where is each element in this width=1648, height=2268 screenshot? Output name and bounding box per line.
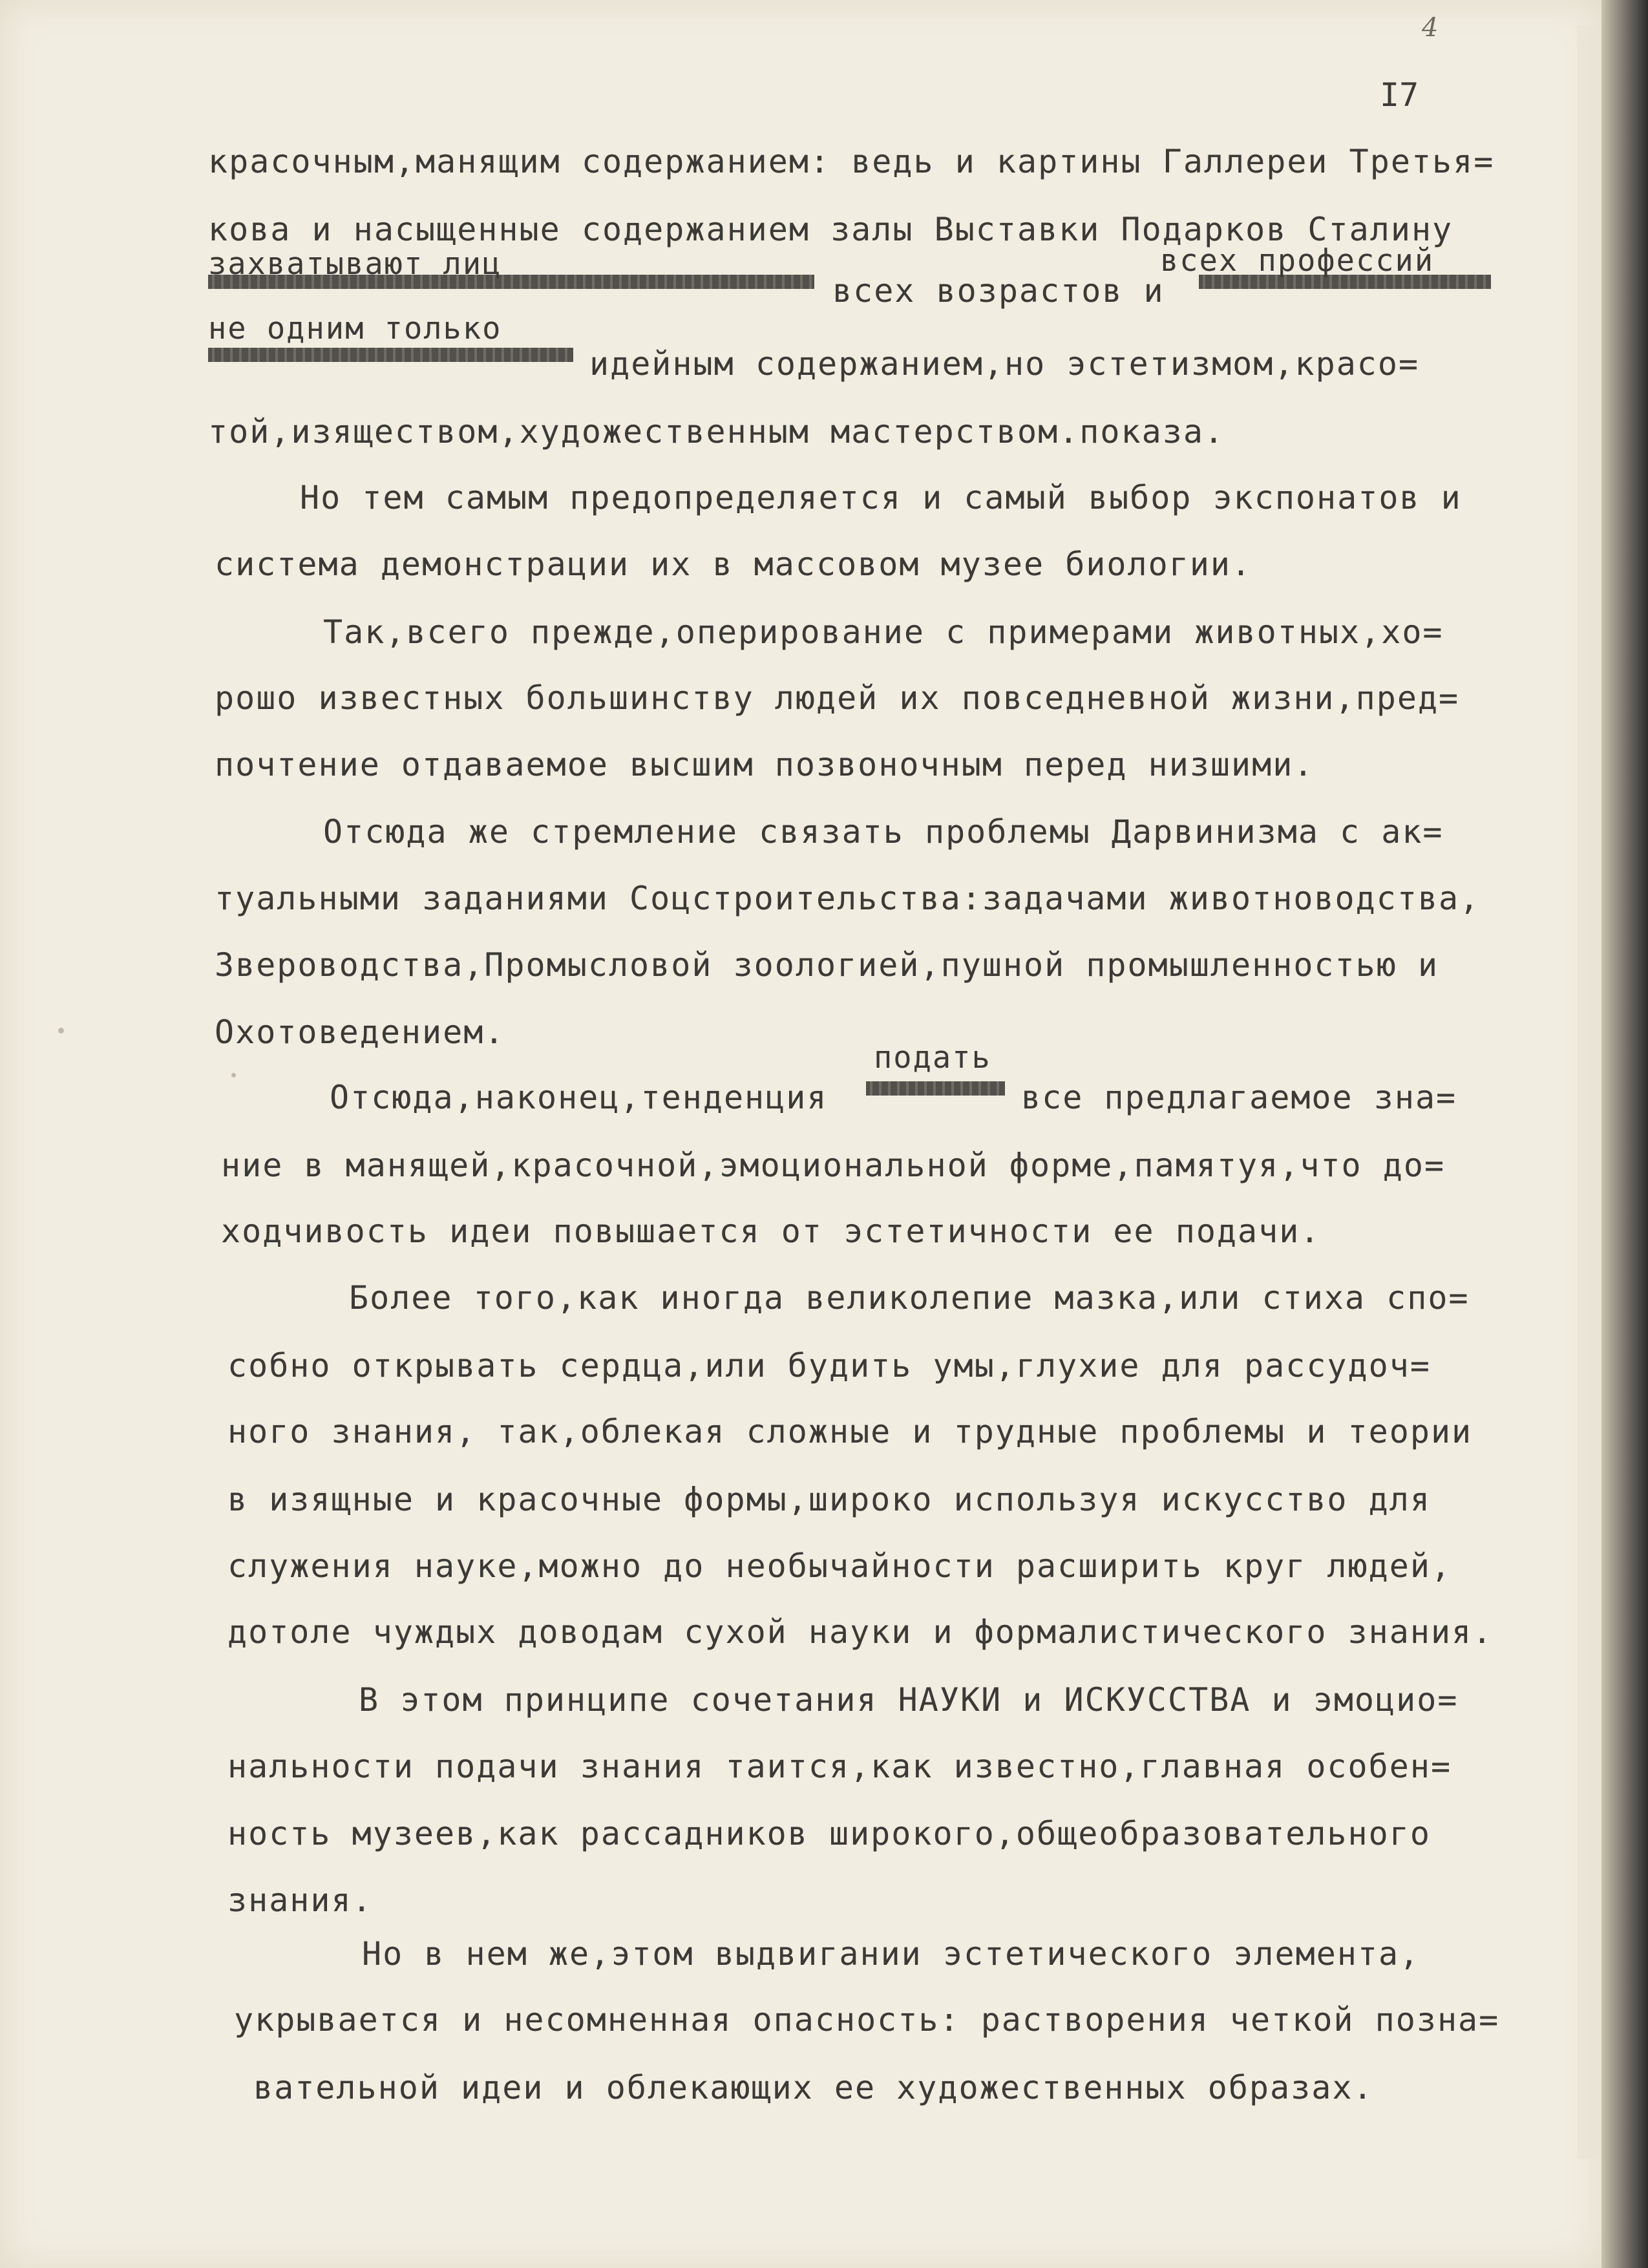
page-number: I7 (1380, 76, 1419, 114)
text-line: собно открывать сердца,или будить умы,глухие для рассудоч= (227, 1347, 1431, 1384)
text-line: ность музеев,как рассадников широкого,общеобразовательного (227, 1815, 1431, 1852)
text-line: почтение отдаваемое высшим позвоночным перед низшими. (215, 746, 1315, 783)
text-line: рошо известных большинству людей их повседневной жизни,пред= (215, 679, 1460, 717)
text-line: всех возрастов и (832, 272, 1165, 310)
text-line: той,изяществом,художественным мастерством.показа. (208, 413, 1225, 450)
text-line: В этом принципе сочетания НАУКИ и ИСКУССТВА и эмоцио= (359, 1681, 1459, 1719)
text-line: Охотоведением. (215, 1013, 505, 1051)
text-line: Но в нем же,этом выдвигании эстетического элемента, (362, 1935, 1421, 1973)
text-line: знания. (227, 1881, 373, 1919)
text-line: идейным содержанием,но эстетизмом,красо= (589, 345, 1420, 383)
paper-speck (231, 1073, 236, 1077)
text-line: кова и насыщенные содержанием залы Выставки Подарков Сталину (208, 211, 1453, 248)
interlinear-insertion: захватывают лиц (208, 246, 502, 282)
text-line: служения науке,можно до необычайности расширить круг людей, (227, 1547, 1452, 1585)
text-line: Так,всего прежде,оперирование с примерами животных,хо= (323, 613, 1444, 651)
text-line: нальности подачи знания таится,как известно,главная особен= (227, 1748, 1452, 1785)
corner-handwritten-mark: 4 (1422, 13, 1439, 43)
text-line: вательной идеи и облекающих ее художественных образах. (253, 2069, 1374, 2106)
text-line: все предлагаемое зна= (1021, 1079, 1457, 1116)
text-line: красочным,манящим содержанием: ведь и картины Галлереи Третья= (208, 143, 1495, 180)
text-line: Более того,как иногда великолепие мазка,или стиха спо= (349, 1279, 1470, 1317)
interlinear-insertion: всех профессий (1160, 243, 1435, 279)
text-line: Но тем самым предопределяется и самый выбор экспонатов и (300, 479, 1462, 516)
interlinear-insertion: подать (874, 1040, 991, 1076)
text-line: дотоле чуждых доводам сухой науки и формалистического знания. (227, 1613, 1494, 1651)
scan-background-edge (1601, 0, 1648, 2268)
text-line: ние в манящей,красочной,эмоциональной форме,памятуя,что до= (221, 1147, 1446, 1184)
text-line: Отсюда,наконец,тенденция (330, 1079, 828, 1116)
text-line: Отсюда же стремление связать проблемы Дарвинизма с ак= (323, 813, 1444, 851)
text-line: система демонстрации их в массовом музее биологии. (215, 546, 1252, 583)
paper-speck (58, 1028, 64, 1033)
text-line: туальными заданиями Соцстроительства:задачами животноводства, (215, 880, 1481, 917)
interlinear-insertion: не одним только (208, 311, 502, 346)
text-line: в изящные и красочные формы,широко используя искусство для (227, 1481, 1431, 1518)
text-line: ходчивость идеи повышается от эстетичности ее подачи. (221, 1213, 1321, 1250)
text-line: ного знания, так,облекая сложные и трудные проблемы и теории (227, 1413, 1473, 1450)
text-line: Звероводства,Промысловой зоологией,пушной промышленностью и (215, 946, 1439, 984)
text-line: укрывается и несомненная опасность: растворения четкой позна= (234, 2001, 1500, 2039)
